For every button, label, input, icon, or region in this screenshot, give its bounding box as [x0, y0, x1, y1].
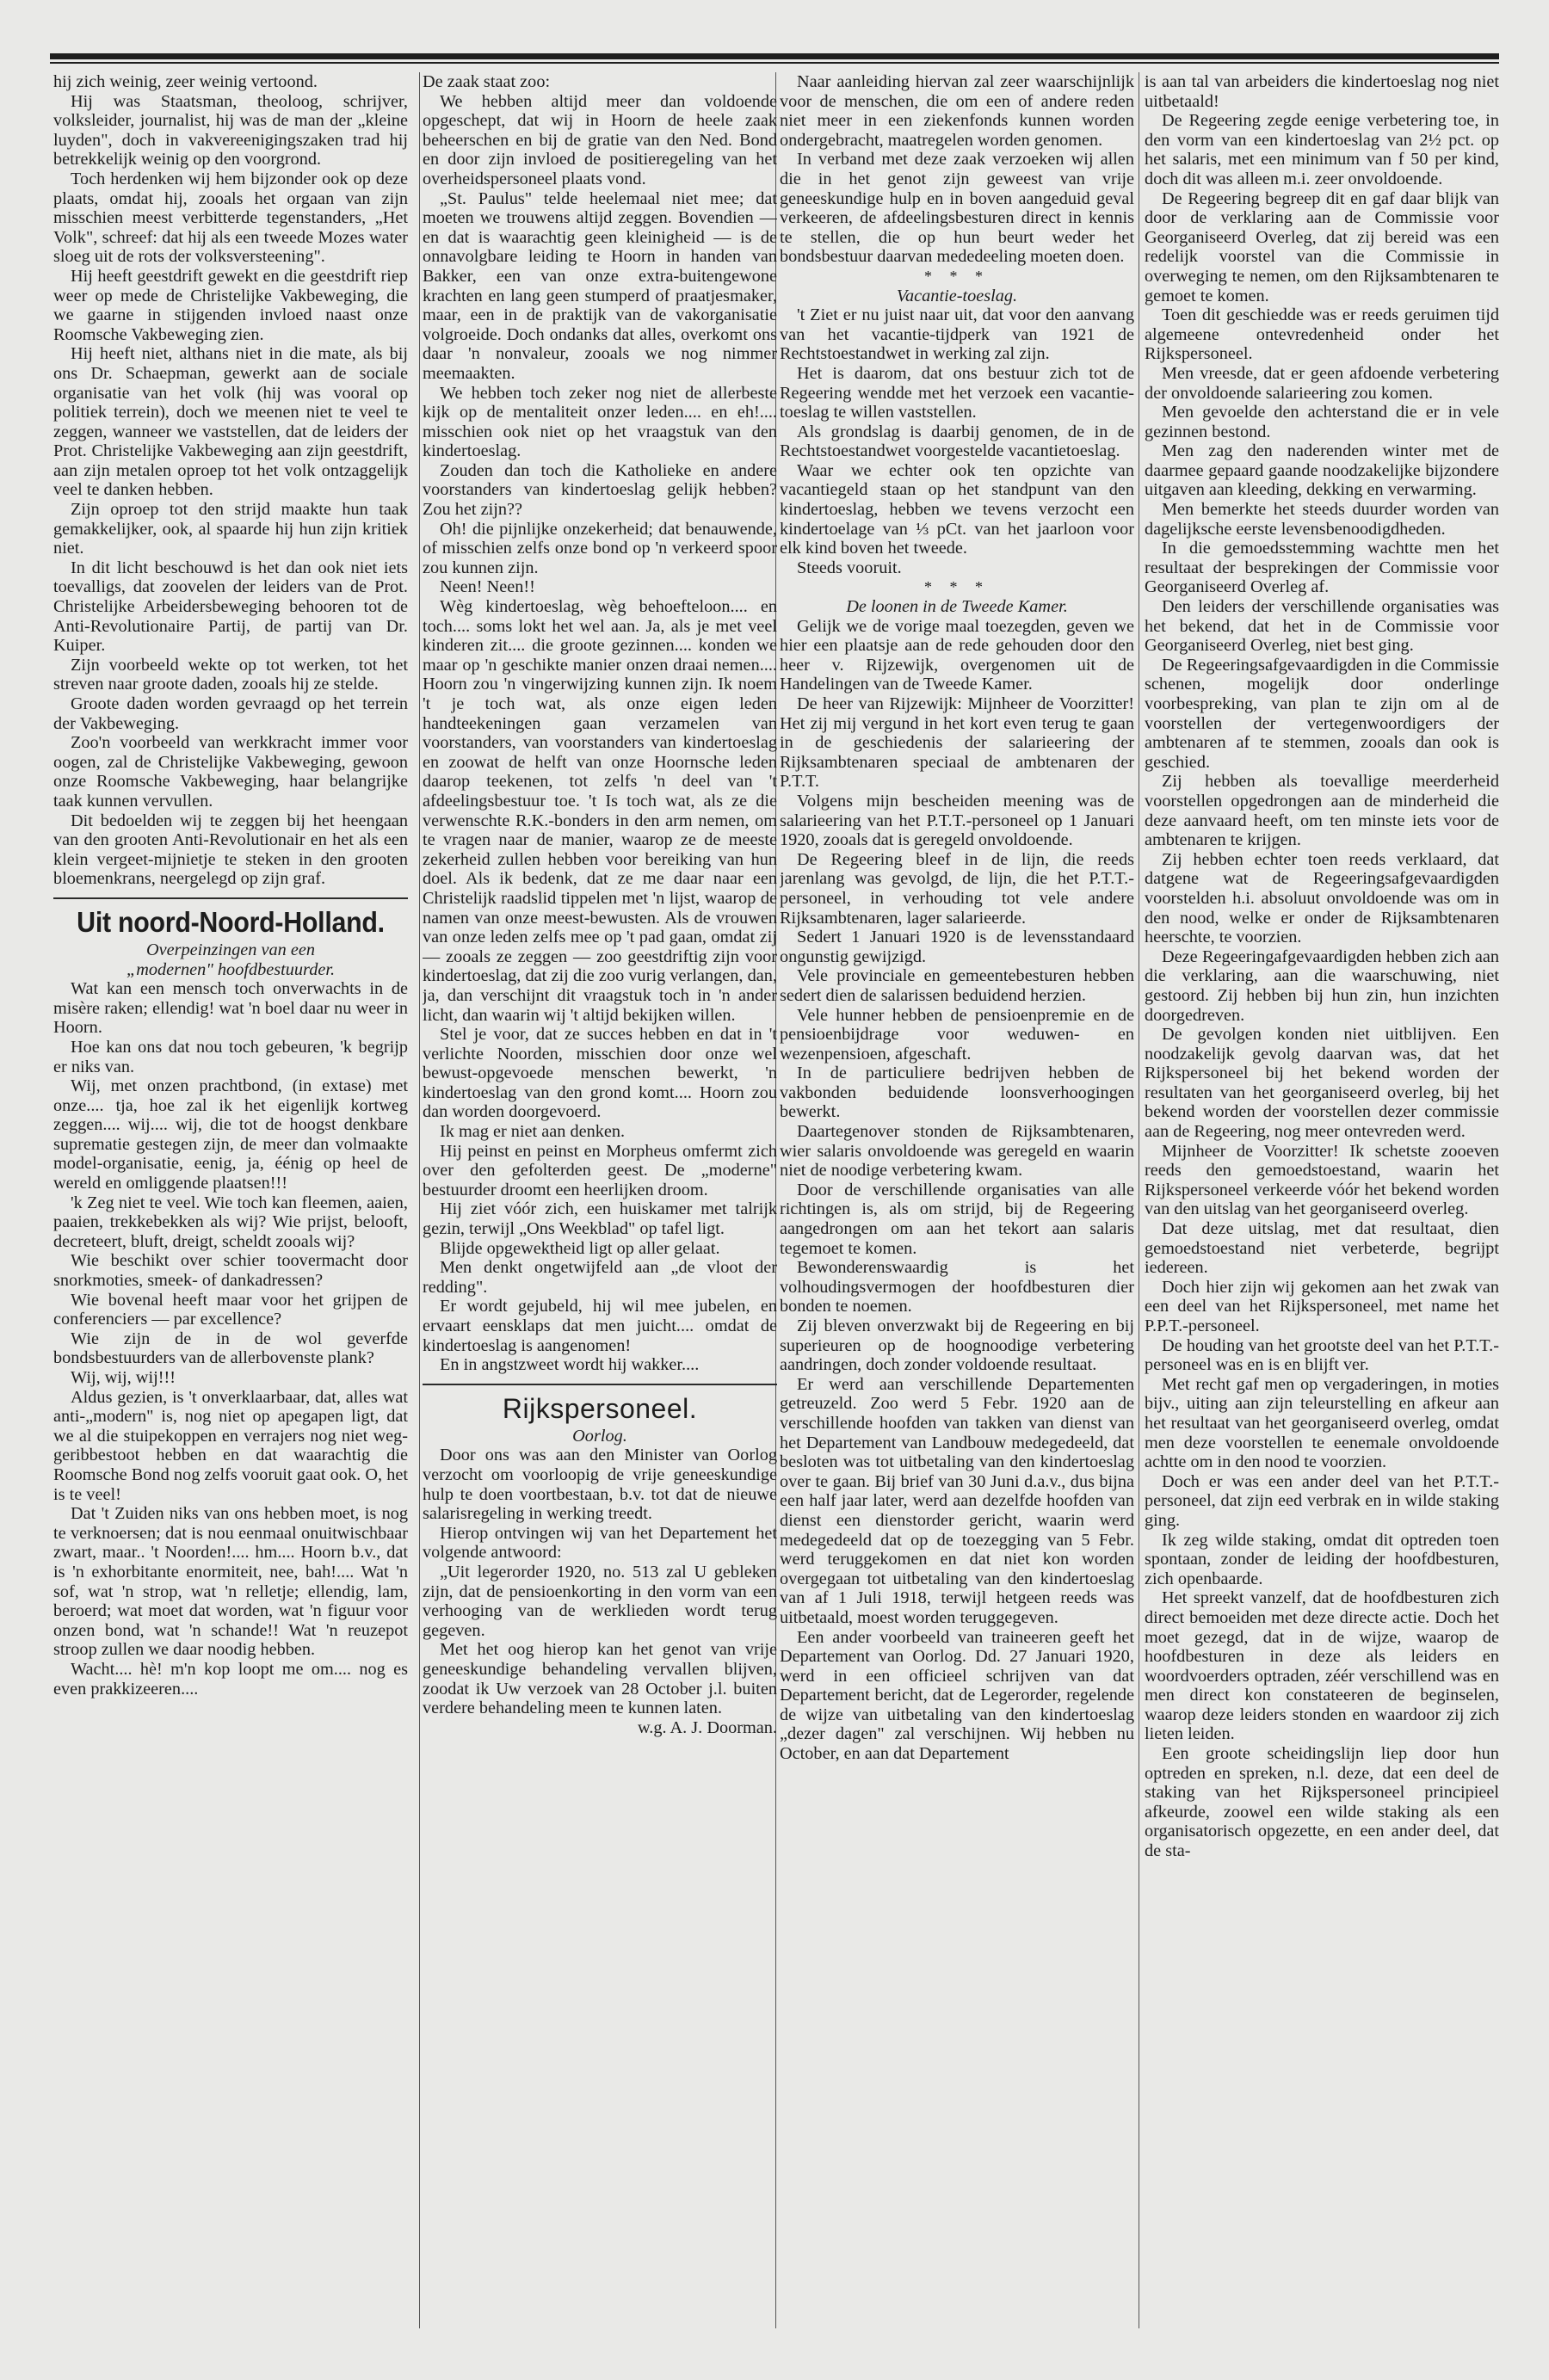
paragraph: Mijnheer de Voorzitter! Ik schetste zooeven reeds den gemoedstoestand, waarin het Rijkspersoneel verkeerde vóór het bekend worden van den uitslag van het georganiseerd overleg.	[1145, 1141, 1499, 1219]
paragraph: Met het oog hierop kan het genot van vrije geneeskundige behandeling vervallen blijven, zoodat ik Uw verzoek van 28 October j.l. buiten verdere behandeling meen te kunnen laten.	[423, 1640, 777, 1718]
paragraph: Wat kan een mensch toch onverwachts in de misère raken; ellendig! wat 'n boel daar nu weer in Hoorn.	[53, 979, 408, 1038]
paragraph: Aldus gezien, is 't onverklaarbaar, dat, alles wat anti-„modern" is, nog niet op apegapen ligt, dat we al die stuipekoppen en verrajers nog niet weg-geribbestoot hebben en dat waarachtig die Roomsche Bond nog zelfs vooruit gaat ook. O, het is te veel!	[53, 1387, 408, 1504]
paragraph: Doch hier zijn wij gekomen aan het zwak van een deel van het Rijkspersoneel, met name het P.P.T.-personeel.	[1145, 1277, 1499, 1335]
section-rule	[53, 897, 408, 899]
paragraph: We hebben toch zeker nog niet de allerbeste kijk op de mentaliteit onzer leden.... en eh!.... misschien ook niet op het vraagstuk van den kindertoeslag.	[423, 383, 777, 461]
paragraph: En in angstzweet wordt hij wakker....	[440, 1355, 700, 1375]
paragraph: Hij was Staatsman, theoloog, schrijver, volksleider, journalist, hij was de man der „kleine luyden", doch in vakvereenigingszaken trad hij betrekkelijk weinig op den voorgrond.	[53, 91, 408, 170]
paragraph: Er werd aan verschillende Departementen getreuzeld. Zoo werd 5 Febr. 1920 aan de verschillende hoofden van takken van dienst van het Departement van Landbouw medegedeeld, dat besloten was tot uitbetaling van den kindertoeslag over te gaan. Bij brief van 30 Juni d.a.v., dus bijna een half jaar later, werd aan dezelfde hoofden van dienst een dienstorder gericht, waarin werd medegedeeld dat op de toezegging van 5 Febr. werd teruggekomen en dat niet kon worden overgegaan tot uitbetaling van den kindertoeslag van af 1 Juli 1918, terwijl hetgeen reeds was uitbetaald, moest worden teruggegeven.	[780, 1374, 1134, 1627]
paragraph: De Regeering zegde eenige verbetering toe, in den vorm van een kindertoeslag van 2½ pct. op het salaris, met een minimum van f 50 per kind, doch dit was alleen m.i. zeer onvoldoende.	[1145, 111, 1499, 188]
column-1	[53, 72, 408, 2335]
paragraph: „Uit legerorder 1920, no. 513 zal U gebleken zijn, dat de pensioenkorting in den vorm van een verhooging van de werklieden wordt terug gegeven.	[423, 1562, 777, 1640]
paragraph: Door ons was aan den Minister van Oorlog verzocht om voorloopig de vrije geneeskundige hulp te doen voortbestaan, b.v. tot dat de nieuwe salarisregeling in werking treedt.	[423, 1446, 777, 1524]
top-rule-thin	[50, 62, 1499, 64]
column-2	[423, 72, 777, 2335]
paragraph: Zoo'n voorbeeld van werkkracht immer voor oogen, zal de Christelijke Vakbeweging, gewoon onze Roomsche Vakbeweging, haar belangrijke taak kunnen vervullen.	[53, 733, 408, 811]
paragraph: Neen! Neen!!	[440, 577, 535, 597]
paragraph: Wacht.... hè! m'n kop loopt me om.... nog es even prakkizeeren....	[53, 1659, 408, 1699]
paragraph: Zij bleven onverzwakt bij de Regeering en bij superieuren op de hoognoodige verbetering aandringen, doch zonder voldoende resultaat.	[780, 1316, 1134, 1375]
paragraph: Een ander voorbeeld van traineeren geeft het Departement van Oorlog. Dd. 27 Januari 1920, werd in een officieel schrijven van dat Departement bericht, dat de Legerorder, regelende de wijze van uitbetaling van den kindertoeslag „dezer dagen" zal verschijnen. Wij hebben nu October, en aan dat Departement	[780, 1627, 1134, 1764]
paragraph: Het is daarom, dat ons bestuur zich tot de Regeering wendde met het verzoek een vacantie-toeslag te willen vaststellen.	[780, 363, 1134, 422]
paragraph: Men gevoelde den achterstand die er in vele gezinnen bestond.	[1145, 403, 1499, 441]
section-heading: Uit noord-Noord-Holland.	[77, 905, 385, 938]
section-subtitle: Oorlog.	[572, 1426, 627, 1446]
paragraph: Dat 't Zuiden niks van ons hebben moet, is nog te verknoersen; dat is nou eenmaal onuitwischbaar zwart, maar.. 't Noorden!.... hm.... Hoorn b.v., dat is 'n exhorbitante enormiteit, nee, bah!.... Wat 'n sof, wat 'n strop, wat 'n relletje; ellendig, lam, beroerd; wat moet dat worden, wat 'n figuur voor onzen bond, wat 'n schande!! Wat 'n reuzepot stroop zullen we daar noodig hebben.	[53, 1504, 408, 1660]
paragraph: De Regeering begreep dit en gaf daar blijk van door de verklaring aan de Commissie voor Georganiseerd Overleg, dat zij bereid was een redelijk voorstel van die Commissie in overweging te nemen, om den Rijksambtenaren te gemoet te komen.	[1145, 188, 1499, 305]
paragraph: Dat deze uitslag, met dat resultaat, dien gemoedstoestand niet verbeterde, begrijpt iedereen.	[1145, 1219, 1499, 1278]
paragraph: Stel je voor, dat ze succes hebben en dat in 't verlichte Noorden, misschien door onze wel bewust-opgevoede menschen bewerkt, 'n kindertoeslag van den grond komt.... Hoorn zou dan worden doorgevoerd.	[423, 1025, 777, 1122]
paragraph: Vele provinciale en gemeentebesturen hebben sedert dien de salarissen beduidend herzien.	[780, 966, 1134, 1005]
paragraph: De zaak staat zoo:	[423, 72, 551, 91]
paragraph: Deze Regeeringafgevaardigden hebben zich aan die verklaring, aan die waarschuwing, niet gestoord. Zij hebben bij hun zin, hun inzichten doorgedreven.	[1145, 946, 1499, 1025]
paragraph: Wij, met onzen prachtbond, (in extase) met onze.... tja, hoe zal ik het eigenlijk kortweg zeggen.... wij.... wij, die tot de hoogst denkbare suprematie gestegen zijn, de meer dan volmaakte model-organisatie, eenig, ja, éénig op heel de wereld en omliggende plaatsen!!!	[53, 1076, 408, 1193]
column-divider	[419, 72, 420, 2328]
paragraph: Wèg kindertoeslag, wèg behoefteloon.... en toch.... soms lokt het wel aan. Ja, als je met veel kinderen zit.... die groote gezinnen.... konden we maar op 'n geschikte manier onzen draai nemen.... Hoorn zou 'n vingerwijzing kunnen zijn. Ik noem 't je toch wat, als onze eigen leden handteekeningen gaan verzamelen van voorstanders, van voorstanders van kindertoeslag en zoowat de helft van onze Hoornsche leden daarop teekenen, tot zelfs 'n deel van 't afdeelingsbestuur toe. 't Is toch wat, als ze die verwenschte R.K.-bonders in den arm nemen, om te vragen naar de manier, waarop ze de meeste zekerheid zullen hebben voor bereiking van hun doel. Als ik bedenk, dat ze me daar naar een Christelijk raadslid tippelen met 'n lijst, waarop de namen van onze meest-bewusten. Als de vrouwen van onze leden zelfs mee op 't pad gaan, omdat zij — zooals ze zeggen — zoo geestdriftig zijn voor kindertoeslag, dat zij die zoo vurig verlangen, dan, ja, dan verschijnt dit vraagstuk toch in 'n ander licht, dan waarin wij 't altijd bekijken willen.	[423, 597, 777, 1025]
paragraph: Groote daden worden gevraagd op het terrein der Vakbeweging.	[53, 694, 408, 733]
paragraph: In verband met deze zaak verzoeken wij allen die in het genot zijn geweest van vrije geneeskundige hulp en in boven aangeduid geval verkeeren, de afdeelingsbesturen direct in kennis te stellen, die op hun beurt weder het bondsbestuur daarvan mededeeling moeten doen.	[780, 150, 1134, 267]
paragraph: Een groote scheidingslijn liep door hun optreden en spreken, n.l. deze, dat een deel de staking van het Rijkspersoneel principieel afkeurde, zoowel een wilde staking als een organisatorisch opgezette, en een ander deel, dat de sta-	[1145, 1744, 1499, 1861]
paragraph: Wie bovenal heeft maar voor het grijpen de conferenciers — par excellence?	[53, 1290, 408, 1329]
paragraph: De Regeeringsafgevaardigden in die Commissie schenen, mogelijk door onderlinge voorbespreking, van plan te zijn om al de voorstellen der vertegenwoordigers der ambtenaren af te stemmen, zooals dan ook is geschied.	[1145, 655, 1499, 772]
paragraph: Het spreekt vanzelf, dat de hoofdbesturen zich direct bemoeiden met deze directe actie. Doch het moet gezegd, dat in de wijze, waarop de hoofdbesturen in deze als leiders en woordvoerders optraden, zéér verschillend was en men direct kon constateeren de beginselen, waarop deze leiders stonden en waardoor zij zich lieten leiden.	[1145, 1588, 1499, 1744]
paragraph: Vele hunner hebben de pensioenpremie en de pensioenbijdrage voor weduwen- en wezenpensioen, afgeschaft.	[780, 1005, 1134, 1064]
paragraph: In dit licht beschouwd is het dan ook niet iets toevalligs, dat zoovelen der leiders van de Prot. Christelijke Arbeidersbeweging behooren tot de Anti-Revolutionaire Partij, de partij van Dr. Kuiper.	[53, 558, 408, 656]
paragraph: Gelijk we de vorige maal toezegden, geven we hier een plaatsje aan de rede gehouden door den heer v. Rijzewijk, overgenomen uit de Handelingen van de Tweede Kamer.	[780, 616, 1134, 694]
paragraph: Hij heeft geestdrift gewekt en die geestdrift riep weer op mede de Christelijke Vakbeweging, die we gaarne in stijgenden invloed naast onze Roomsche Vakbeweging zien.	[53, 266, 408, 344]
paragraph: Hoe kan ons dat nou toch gebeuren, 'k begrijp er niks van.	[53, 1037, 408, 1076]
paragraph: Waar we echter ook ten opzichte van vacantiegeld staan op het standpunt van den kindertoeslag, hebben we tevens verzocht een kindertoelage van ⅓ pCt. van het jaarloon voor elk kind boven het tweede.	[780, 460, 1134, 558]
paragraph: We hebben altijd meer dan voldoende opgeschept, dat wij in Hoorn de heele zaak beheerschen en bij de gratie van den Ned. Bond en door zijn invloed de positieregeling van het overheidspersoneel plaats vond.	[423, 91, 777, 188]
paragraph: Toen dit geschiedde was er reeds geruimen tijd algemeene ontevredenheid onder het Rijkspersoneel.	[1145, 305, 1499, 364]
section-subtitle: „modernen" hoofdbestuurder.	[126, 959, 336, 979]
paragraph: Wie zijn de in de wol geverfde bondsbestuurders van de allerbovenste plank?	[53, 1329, 408, 1368]
paragraph: is aan tal van arbeiders die kindertoeslag nog niet uitbetaald!	[1145, 72, 1499, 111]
paragraph: Zij hebben echter toen reeds verklaard, dat datgene wat de Regeeringsafgevaardigden voorstelden h.i. absoluut onvoldoende was om in den nood, welke er onder de Rijksambtenaren heerschte, te voorzien.	[1145, 849, 1499, 947]
paragraph: Den leiders der verschillende organisaties was het bekend, dat het in de Commissie voor Georganiseerd Overleg, niet best ging.	[1145, 597, 1499, 656]
paragraph: Als grondslag is daarbij genomen, de in de Rechtstoestandwet voorgestelde vacantietoeslag.	[780, 422, 1134, 461]
paragraph: Hij ziet vóór zich, een huiskamer met talrijk gezin, terwijl „Ons Weekblad" op tafel ligt.	[423, 1199, 777, 1239]
paragraph: Volgens mijn bescheiden meening was de salarieering van het P.T.T.-personeel op 1 Januari 1920, zooals dat is geregeld onvoldoende.	[780, 791, 1134, 850]
paragraph: Bewonderenswaardig is het volhoudingsvermogen der hoofdbesturen dier bonden te noemen.	[780, 1258, 1134, 1316]
paragraph: Men denkt ongetwijfeld aan „de vloot der redding".	[423, 1258, 777, 1297]
paragraph: Wij, wij, wij!!!	[71, 1368, 176, 1387]
section-separator-stars: * * *	[924, 578, 990, 596]
paragraph: Oh! die pijnlijke onzekerheid; dat benauwende, of misschien zelfs onze bond op 'n verkeerd spoor zou kunnen zijn.	[423, 519, 777, 577]
paragraph: Hij heeft niet, althans niet in die mate, als bij ons Dr. Schaepman, gewerkt aan de sociale organisatie van het volk (hij was vooral op politiek terrein), doch we meenen niet te veel te zeggen, wanneer we vaststellen, dat de leiders der Prot. Christelijke Vakbeweging aan zijn geestdrift, aan zijn metalen oproep tot het volk ontzaggelijk veel te danken hebben.	[53, 344, 408, 500]
paragraph: Men vreesde, dat er geen afdoende verbetering der onvoldoende salarieering zou komen.	[1145, 363, 1499, 403]
paragraph: In de particuliere bedrijven hebben de vakbonden beduidende loonsverhoogingen bewerkt.	[780, 1064, 1134, 1122]
paragraph: Sedert 1 Januari 1920 is de levensstandaard ongunstig gewijzigd.	[780, 928, 1134, 966]
paragraph: Ik mag er niet aan denken.	[440, 1122, 626, 1142]
paragraph: Ik zeg wilde staking, omdat dit optreden toen spontaan, zonder de leiding der hoofdbesturen, zich openbaarde.	[1145, 1530, 1499, 1588]
paragraph: Blijde opgewektheid ligt op aller gelaat.	[440, 1238, 720, 1258]
paragraph: Zijn oproep tot den strijd maakte hun taak gemakkelijker, ook, al spaarde hij hun zijn kritiek niet.	[53, 500, 408, 558]
section-heading: Rijkspersoneel.	[502, 1392, 698, 1424]
paragraph: Zijn voorbeeld wekte op tot werken, tot het streven naar groote daden, zooals hij ze stelde.	[53, 655, 408, 694]
paragraph: hij zich weinig, zeer weinig vertoond.	[53, 72, 318, 91]
paragraph: Wie beschikt over schier toovermacht door snorkmoties, smeek- of dankadressen?	[53, 1251, 408, 1291]
section-heading: De loonen in de Tweede Kamer.	[846, 597, 1068, 617]
column-4	[1145, 72, 1499, 2335]
paragraph: Men bemerkte het steeds duurder worden van dagelijksche eerste levensbenoodigdheden.	[1145, 500, 1499, 539]
paragraph: De gevolgen konden niet uitblijven. Een noodzakelijk gevolg daarvan was, dat het Rijkspersoneel bij het bekend worden der resultaten van het georganiseerd overleg, bij het bekend worden der voorstellen dezer commissie aan de Regeering, nog meer ontevreden werd.	[1145, 1025, 1499, 1142]
paragraph: Er wordt gejubeld, hij wil mee jubelen, en ervaart eensklaps dat men juicht.... omdat de kindertoeslag is aangenomen!	[423, 1297, 777, 1355]
section-subtitle: Overpeinzingen van een	[146, 940, 315, 959]
paragraph: Met recht gaf men op vergaderingen, in moties bijv., uiting aan zijn teleurstelling en afkeur aan het resultaat van het georganiseerd overleg, omdat men deze voorstellen te eenemale onvoldoende achtte om in den nood te voorzien.	[1145, 1374, 1499, 1472]
paragraph: 'k Zeg niet te veel. Wie toch kan fleemen, aaien, paaien, trekkebekken als wij? Wie prijst, belooft, decreteert, bluft, dreigt, scheldt zooals wij?	[53, 1193, 408, 1251]
paragraph: Toch herdenken wij hem bijzonder ook op deze plaats, omdat hij, zooals het orgaan van zijn misschien meest verbitterde tegenstanders, „Het Volk", schreef: dat hij als een tweede Mozes water sloeg uit de rots der volksversteening".	[53, 169, 408, 267]
paragraph: De Regeering bleef in de lijn, die reeds jarenlang was gevolgd, de lijn, die het P.T.T.-personeel, in verhouding tot vele andere Rijksambtenaren, lager salarieerde.	[780, 849, 1134, 928]
paragraph: „St. Paulus" telde heelemaal niet mee; dat moeten we trouwens altijd zeggen. Bovendien — en dat is waarachtig geen kleinigheid — is de onnavolgbare leiding te Hoorn in handen van Bakker, een van onze extra-buitengewone krachten en lang geen stumperd of praatjesmaker, maar, een in de praktijk van de vakorganisatie volgroeide. Doch ondanks dat alles, overkomt ons daar 'n nonvaleur, zooals we nog nimmer meemaakten.	[423, 188, 777, 383]
paragraph: Doch er was een ander deel van het P.T.T.-personeel, dat zijn eed verbrak en in wilde staking ging.	[1145, 1471, 1499, 1530]
paragraph: In die gemoedsstemming wachtte men het resultaat der besprekingen der Commissie voor Georganiseerd Overleg af.	[1145, 539, 1499, 597]
paragraph: Zouden dan toch die Katholieke en andere voorstanders van kindertoeslag gelijk hebben? Zou het zijn??	[423, 460, 777, 520]
paragraph: Zij hebben als toevallige meerderheid voorstellen opgedrongen aan de minderheid die deze aanvaard heeft, om ten minste iets voor de ambtenaren te krijgen.	[1145, 772, 1499, 850]
section-rule	[423, 1384, 777, 1385]
signature-line: w.g. A. J. Doorman.	[637, 1717, 777, 1737]
paragraph: De houding van het grootste deel van het P.T.T.-personeel was en is en blijft ver.	[1145, 1335, 1499, 1375]
paragraph: Door de verschillende organisaties van alle richtingen is, als om strijd, bij de Regeering aangedrongen om aan het tekort aan salaris tegemoet te komen.	[780, 1180, 1134, 1258]
top-rule	[50, 53, 1499, 59]
paragraph: Men zag den naderenden winter met de daarmee gepaard gaande noodzakelijke bijzondere uitgaven aan kleeding, dekking en verwarming.	[1145, 441, 1499, 500]
paragraph: 't Ziet er nu juist naar uit, dat voor den aanvang van het vacantie-tijdperk van 1921 de Rechtstoestandwet in werking zal zijn.	[780, 305, 1134, 364]
paragraph: Dit bedoelden wij te zeggen bij het heengaan van den grooten Anti-Revolutionair en het als een klein vergeet-mijnietje te steken in den grooten bloemenkrans, neergelegd op zijn graf.	[53, 811, 408, 889]
column-3	[780, 72, 1134, 2335]
section-heading: Vacantie-toeslag.	[896, 286, 1018, 305]
paragraph: Hierop ontvingen wij van het Departement het volgende antwoord:	[423, 1523, 777, 1563]
paragraph: De heer van Rijzewijk: Mijnheer de Voorzitter! Het zij mij vergund in het kort even terug te gaan in de geschiedenis der salarieering der Rijksambtenaren speciaal de ambtenaren der P.T.T.	[780, 694, 1134, 792]
paragraph: Daartegenover stonden de Rijksambtenaren, wier salaris onvoldoende was geregeld en waarin niet de noodige verbetering kwam.	[780, 1122, 1134, 1181]
paragraph: Hij peinst en peinst en Morpheus omfermt zich over den gefolterden geest. De „moderne" bestuurder droomt een heerlijken droom.	[423, 1141, 777, 1199]
section-separator-stars: * * *	[924, 267, 990, 285]
paragraph: Steeds vooruit.	[797, 558, 902, 577]
paragraph: Naar aanleiding hiervan zal zeer waarschijnlijk voor de menschen, die om een of andere reden niet meer in een ziekenfonds kunnen worden ondergebracht, maatregelen worden genomen.	[780, 72, 1134, 150]
